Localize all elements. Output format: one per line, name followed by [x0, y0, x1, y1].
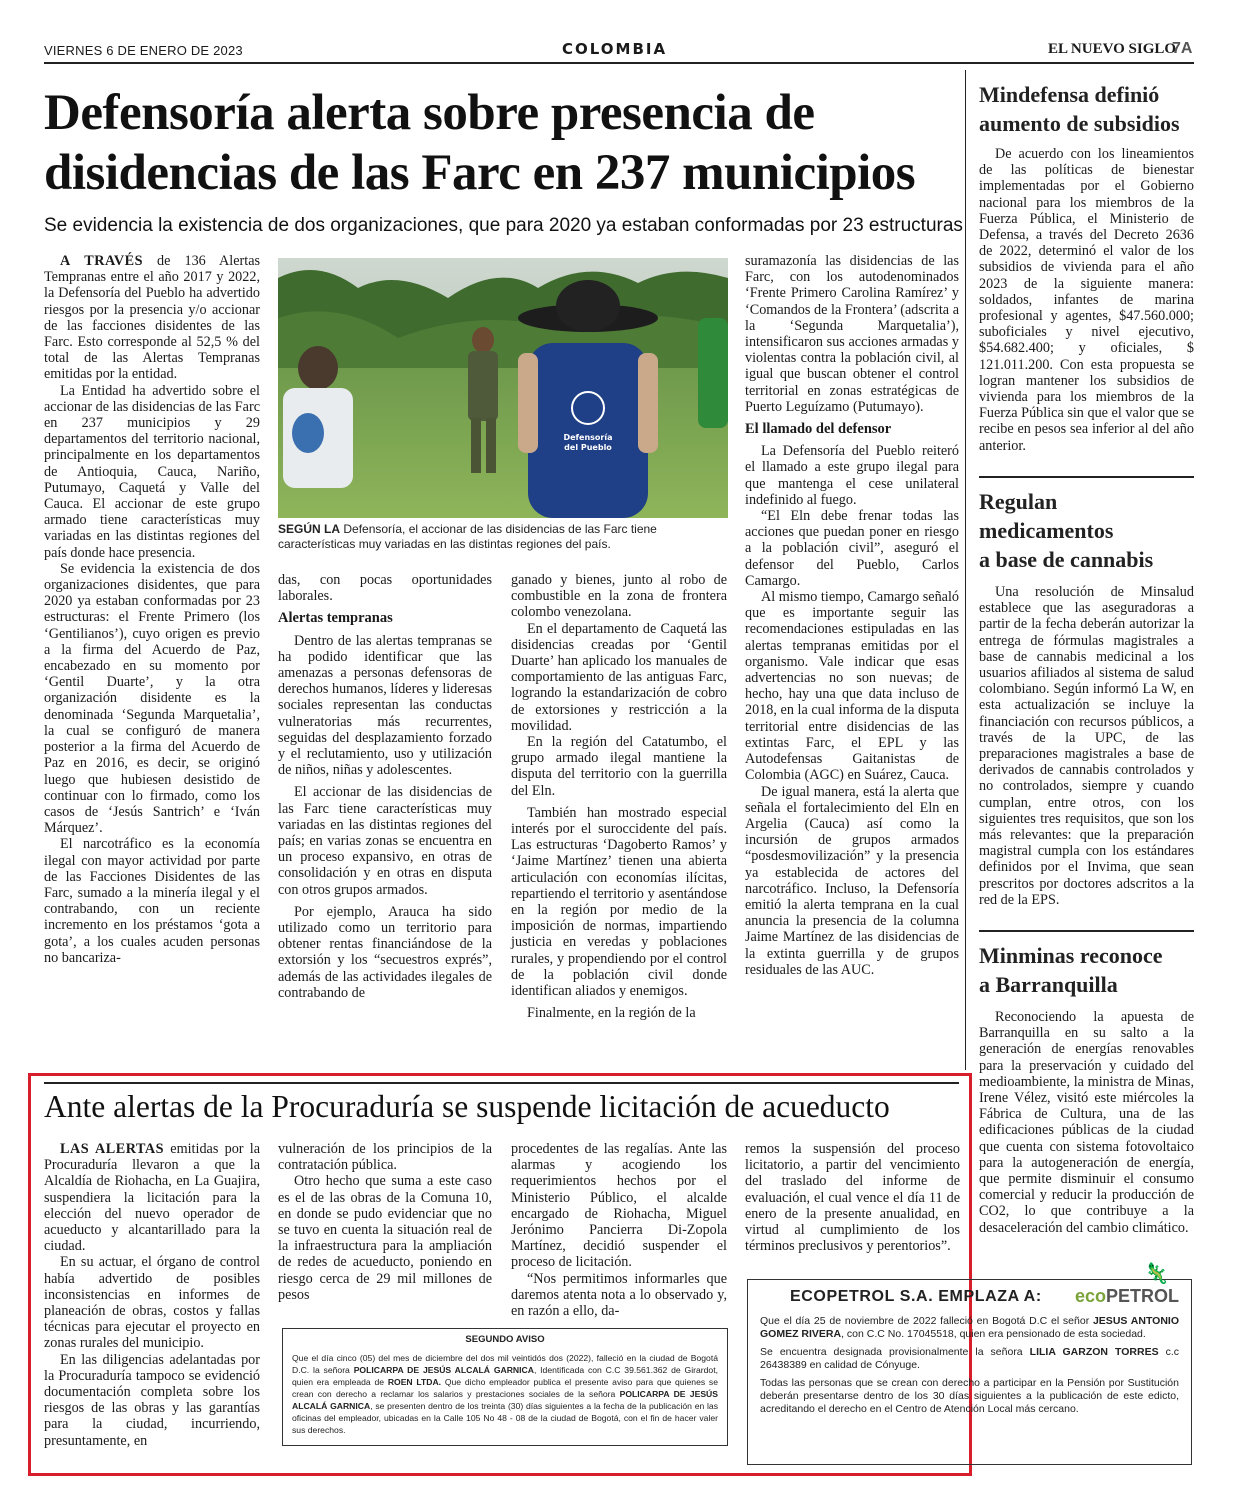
paragraph: En su actuar, el órgano de control había advertido de posibles inconsistencias en informes de planeación de obras, costos y fallas técnicas para ejecutar el proyecto en zonas rurales del municipio. — [44, 1254, 260, 1352]
title-line: a base de cannabis — [979, 547, 1154, 572]
paragraph: Reconociendo la apuesta de Barranquilla en su salto a la generación de energías renovables para la preservación y cuidado del medioambiente, la ministra de Minas, Irene Vélez, visitó este miércoles la Fábrica de Cultura, una de las edificaciones públicas de la ciudad que cuenta con sistema fotovoltaico para la autogeneración de energía, que permite disminuir el consumo comercial y reducir la producción de CO2, lo que contribuye a la desaceleración del cambio climático. — [979, 1009, 1194, 1236]
second-column-2 — [278, 1141, 492, 1303]
news-photo — [278, 258, 728, 518]
section-title: COLOMBIA — [562, 40, 668, 58]
paragraph: Finalmente, en la región de la — [527, 1005, 696, 1022]
paragraph: Se evidencia la existencia de dos organizaciones disidentes, que para 2020 ya estaban conformadas por 23 estructuras: el Frente Primero (los ‘Gentilianos’), cuyo origen es previo a la firma del Acuerdo de Paz, encabezado en su momento por ‘Gentil Duarte’, y la otra organización disidente es la denominada ‘Segunda Marquetalia’, la cual se configuró de manera posterior a la firma del Acuerdo de Paz en 2016, es decir, se originó luego que hubiesen desistido de continuar con lo firmado, como los casos de ‘Jesús Santrich’ e ‘Iván Márquez’. — [44, 560, 260, 837]
paragraph: De acuerdo con los lineamientos de las políticas de bienestar implementadas por el Gobierno nacional para los miembros de la Fuerza Pública, el Ministerio de Defensa, a través del Decreto 2636 de 2022, determinó el valor de los subsidios de vivienda para el año 2023 de la siguiente manera: soldados, infantes de marina profesional y agentes, $47.560.000; suboficiales y nivel ejecutivo, $54.682.400; y oficiales, $ 121.011.200. Con esta propuesta se logran mantener los subsidios de vivienda para los miembros de la Fuerza Pública sin que el valor que se recibe en pesos sea inferior al del año anterior. — [979, 146, 1194, 454]
paragraph: Al mismo tiempo, Camargo señaló que es importante seguir las recomendaciones estipuladas en las alertas tempranas emitidas por el organismo. Vale indicar que esas advertencias no son nuevas; de hecho, hay una que data incluso de 2018, en la cual informa de la disputa territorial entre disidencias de las extintas Farc, el EPL y las Autodefensas Gaitanistas de Colombia (AGC) en Suárez, Cauca. — [745, 589, 959, 784]
notice-text: Que el día cinco (05) del mes de diciembre del dos mil veintidós dos (2022), falleció en la ciudad de Bogotá D.C. la señora — [292, 1353, 718, 1375]
notice-name: POLICARPA DE JESÚS ALCALÁ GARNICA — [292, 1389, 718, 1411]
paragraph: de 136 Alertas Tempranas entre el año 2017 y 2022, la Defensoría del Pueblo ha advertido riesgos por la presencia y/o accionar de las facciones disidentes de las Farc. Esto corresponde al 52,5 % del total de las Alertas Tempranas emitidas por la entidad. — [44, 253, 261, 383]
lead-in: A TRAVÉS — [60, 253, 143, 269]
paragraph: En el departamento de Caquetá las disidencias creadas por ‘Gentil Duarte’ han aplicado los manuales de comportamiento de las antiguas Farc, logrando la estandarización de cobro de extorsiones y restricción a la movilidad. — [511, 620, 727, 734]
paragraph: “El Eln debe frenar todas las acciones que puedan poner en riesgo a la población civil”, aseguró el defensor del Pueblo, Carlos Camargo. — [745, 508, 959, 589]
ecopetrol-header — [760, 1263, 1179, 1306]
second-column-4 — [745, 1141, 960, 1254]
sidebar-divider — [979, 476, 1194, 478]
paragraph: emitidas por la Procuraduría llevaron a que la Alcaldía de Riohacha, en La Guajira, suspendiera la licitación para la elección del nuevo operador de acueducto y alcantarillado para la ciudad. — [44, 1141, 260, 1255]
header-rule — [44, 62, 1194, 64]
page-number: 7A — [1172, 40, 1193, 57]
paragraph: “Nos permitimos informarles que daremos atenta nota a lo observado y, en razón a ello, da- — [511, 1270, 727, 1320]
issue-date: VIERNES 6 DE ENERO DE 2023 — [44, 43, 243, 58]
vest-logo-text: Defensoría — [563, 433, 613, 442]
paragraph: suramazonía las disidencias de las Farc, con los autodenominados ‘Frente Primero Carolina Ramírez’ y ‘Comandos de la Frontera’ (adscrita a la ‘Segunda Marquetalia’), intensificaron sus acciones armadas y violentas contra la población civil, al igual que buscan obtener el control territorial en zonas estratégicas de Puerto Leguízamo (Putumayo). — [745, 253, 959, 415]
notice-name: JESUS ANTONIO GOMEZ RIVERA — [760, 1315, 1180, 1340]
paragraph: De igual manera, está la alerta que señala el fortalecimiento del Eln en Argelia (Cauca) así como la incursión de grupos armados “posdesmovilización” y la presencia ya establecida de actores del narcotráfico. Incluso, la Defensoría emitió la alerta temprana en la cual anuncia la presencia de la columna Jaime Martínez de las disidencias de la extinta guerrilla y de grupos residuales de las AUC. — [745, 783, 959, 978]
paragraph: También han mostrado especial interés por el suroccidente del país. Las estructuras ‘Dagoberto Ramos’ y ‘Jaime Martínez’ tienen una abierta articulación con economías ilícitas, repartiendo el territorio y asentándose en la región por medio de la imposición de normas, impartiendo justicia en veredas y poblaciones rurales, y propendiendo por el control de la población civil donde identifican aliados y enemigos. — [511, 804, 727, 1000]
title-line: Regulan — [979, 489, 1058, 514]
title-line: medicamentos — [979, 518, 1114, 543]
paragraph: Otro hecho que suma a este caso es el de las obras de la Comuna 10, en donde se pudo evidenciar que no se tuvo en cuenta la situación real de la infraestructura para la ampliación de redes de acueducto, poniendo en riesgo cerca de 29 mil millones de pesos — [278, 1173, 492, 1303]
paragraph: vulneración de los principios de la contratación pública. — [278, 1141, 492, 1174]
main-subheadline: Se evidencia la existencia de dos organizaciones, que para 2020 ya estaban conformadas por 23 estructuras — [44, 215, 963, 236]
paragraph: El accionar de las disidencias de las Farc tiene características muy variadas en las distintas regiones del país; en varias zonas se encuentra en un proceso expansivo, en otras de consolidación y en otras en disputa con otros grupos armados. — [278, 784, 492, 898]
notice-company: ROEN LTDA. — [387, 1377, 442, 1387]
subheading: Alertas tempranas — [278, 610, 393, 627]
column-divider — [965, 70, 966, 1070]
main-column-1 — [44, 253, 260, 966]
subheading: El llamado del defensor — [745, 421, 892, 438]
headline-line-1: Defensoría alerta sobre presencia de — [44, 85, 815, 141]
second-column-1 — [44, 1141, 260, 1449]
main-column-4 — [745, 253, 959, 978]
notice-text: c.c 26438389 en calidad de Cónyuge. — [760, 1346, 1179, 1371]
ecopetrol-paragraph — [760, 1315, 1179, 1341]
title-line: Mindefensa definió — [979, 82, 1160, 107]
main-column-3 — [511, 572, 727, 1021]
story-rule — [44, 1082, 959, 1084]
main-headline — [44, 83, 964, 203]
paragraph: En las diligencias adelantadas por la Procuraduría tampoco se evidenció documentación completa sobre los riesgos de las obras y las garantías para la ciudad, incurriendo, presuntamente, en — [44, 1351, 260, 1449]
headline-line-2: disidencias de las Farc en 237 municipios — [44, 145, 916, 201]
sidebar-story-1 — [979, 80, 1194, 454]
notice-text: Que el día 25 de noviembre de 2022 falleció en Bogotá D.C el señor — [760, 1315, 1090, 1327]
title-line: Minminas reconoce — [979, 943, 1163, 968]
paragraph: En la región del Catatumbo, el grupo armado ilegal mantiene la disputa del territorio con la guerrilla del Eln. — [511, 734, 727, 799]
ecopetrol-notice — [747, 1263, 1192, 1465]
paragraph: procedentes de las regalías. Ante las alarmas y acogiendo los requerimientos hechos por el Ministerio Público, el alcalde encargado de Riohacha, Miguel Jerónimo Pancierra Di-Zopola Martínez, decidió suspender el proceso de licitación. — [511, 1141, 727, 1271]
paragraph: El narcotráfico es la economía ilegal con mayor actividad por parte de las Facciones Disidentes de las Farc, sumado a la minería ilegal y el contrabando, con un reciente incremento en los préstamos ‘gota a gota’, a los cuales acuden personas no bancariza- — [44, 836, 260, 966]
notice-title: SEGUNDO AVISO — [465, 1334, 545, 1345]
iguana-icon: 🦎 — [1144, 1263, 1169, 1285]
newspaper-brand: EL NUEVO SIGLO — [1048, 41, 1177, 57]
photo-caption — [278, 522, 730, 552]
logo-text: PETROL — [1105, 1286, 1179, 1306]
paragraph: ganado y bienes, junto al robo de combustible en la zona de frontera colombo venezolana. — [511, 572, 727, 621]
ecopetrol-title: ECOPETROL S.A. EMPLAZA A: — [790, 1288, 1042, 1305]
ecopetrol-paragraph — [760, 1346, 1179, 1372]
notice-name: POLICARPA DE JESÚS ALCALÁ GARNICA — [353, 1365, 534, 1375]
logo-text: eco — [1074, 1286, 1106, 1306]
sidebar-title — [979, 941, 1194, 999]
notice-text: , con C.C No. 17045518, quien era pensionado de esta sociedad. — [841, 1328, 1146, 1340]
notice-name: LILIA GARZON TORRES — [1029, 1346, 1159, 1358]
sidebar-title — [979, 487, 1194, 574]
ecopetrol-logo — [1074, 1263, 1179, 1306]
notice-text: , Identificada con C.C 39.561.362 de Girardot, quien era empleada de — [292, 1365, 718, 1387]
ecopetrol-paragraph: Todas las personas que se crean con derecho a participar en la Pensión por Sustitución deberán presentarse dentro de los 30 días siguientes a la publicación de este edicto, acreditando el derecho en el Centro de Atención Local más cercano. — [760, 1377, 1179, 1415]
vest-logo-text: del Pueblo — [564, 443, 612, 452]
paragraph: La Defensoría del Pueblo reiteró el llamado a este grupo ilegal para que mantenga el cese unilateral indefinido al fuego. — [745, 443, 959, 508]
paragraph: Una resolución de Minsalud establece que las aseguradoras a partir de la fecha deberán autorizar la entrega de fórmulas magistrales a base de cannabis medicinal a los usuarios afiliados al sistema de salud colombiano. Según informó La W, en esta actualización se incluye la financiación con recursos públicos, a través de la UPC, de las preparaciones magistrales a base de derivados de cannabis controlados y no controlados, siempre y cuando cumplan, entre otros, con los siguientes tres requisitos, que son los más relevantes: que la preparación magistral cumpla con los estándares definidos por el Invima, que sean prescritos por doctores adscritos a la red de la EPS. — [979, 584, 1194, 908]
caption-lead: SEGÚN LA — [278, 522, 341, 536]
sidebar-divider — [979, 930, 1194, 932]
paragraph: La Entidad ha advertido sobre el accionar de las disidencias de las Farc en 237 municipios y 29 departamentos del territorio nacional, principalmente en los departamentos de Antioquia, Cauca, Nariño, Putumayo, Caquetá y Valle del Cauca. El accionar de este grupo armado tiene características muy variadas en las distintas regiones del país donde hace presencia. — [44, 382, 260, 561]
paragraph: remos la suspensión del proceso licitatorio, a partir del vencimiento del traslado del informe de evaluación, el cual vence el día 11 de enero de la presente anualidad, en virtud al cumplimiento de los términos preclusivos y perentorios”. — [745, 1141, 960, 1255]
notice-body — [292, 1352, 718, 1436]
title-line: aumento de subsidios — [979, 111, 1180, 136]
sidebar-story-3 — [979, 941, 1194, 1236]
caption-text: Defensoría, el accionar de las disidencias de las Farc tiene características muy variadas en las distintas regiones del país. — [278, 522, 657, 551]
sidebar-story-2 — [979, 487, 1194, 908]
paragraph: Dentro de las alertas tempranas se ha podido identificar que las amenazas a personas defensoras de derechos humanos, líderes y lideresas sociales representan las conductas vulneratorias más recurrentes, seguidas del desplazamiento forzado y el reclutamiento, uso y utilización de niños, niñas y adolescentes. — [278, 632, 492, 779]
paragraph: Por ejemplo, Arauca ha sido utilizado como un territorio para obtener rentas financiándose de la extorsión y los “secuestros exprés”, además de las actividades ilegales de contrabando de — [278, 903, 492, 1001]
photo-illustration — [278, 258, 728, 518]
paragraph: das, con pocas oportunidades laborales. — [278, 572, 492, 605]
sidebar-title — [979, 80, 1194, 138]
legal-notice-box — [282, 1328, 728, 1446]
main-column-2 — [278, 572, 492, 1001]
notice-text: Se encuentra designada provisionalmente la señora — [760, 1346, 1023, 1358]
second-column-3 — [511, 1141, 727, 1319]
title-line: a Barranquilla — [979, 972, 1118, 997]
second-headline: Ante alertas de la Procuraduría se suspende licitación de acueducto — [44, 1089, 890, 1124]
notice-text: Que dicho empleador publica el presente aviso para que quienes se crean con derecho a reclamar los salarios y prestaciones sociales de la señora — [292, 1377, 718, 1399]
notice-text: , se presenten dentro de los treinta (30) días siguientes a la fecha de la publicación en las oficinas del empleador, ubicadas en la Calle 105 No 48 - 08 de la ciudad de Bogotá, con el fin de hacer valer sus derechos. — [292, 1401, 718, 1435]
lead-in: LAS ALERTAS — [60, 1141, 165, 1157]
